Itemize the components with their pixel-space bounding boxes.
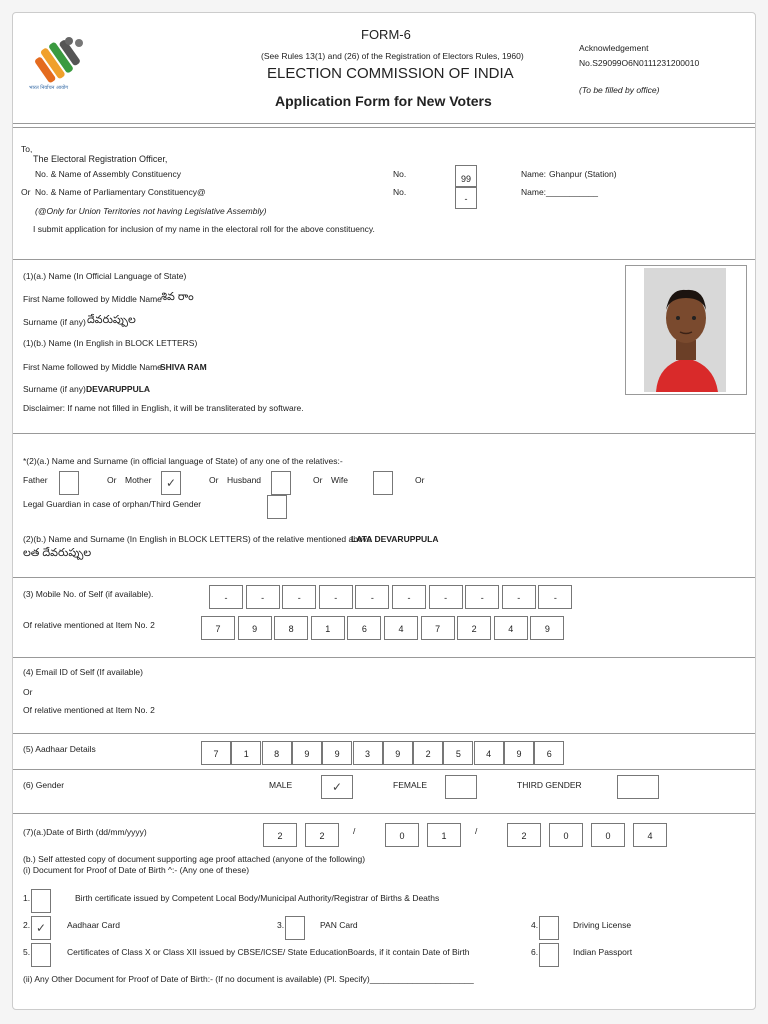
or-label: Or xyxy=(313,475,323,485)
mobile-digit-box[interactable]: 4 xyxy=(384,616,418,640)
age-proof-heading: (b.) Self attested copy of document supporting age proof attached (anyone of the following) xyxy=(23,854,366,864)
husband-checkbox[interactable] xyxy=(271,471,291,495)
male-label: MALE xyxy=(269,780,293,790)
name-local-heading: (1)(a.) Name (In Official Language of State) xyxy=(23,271,187,281)
doc-label: Birth certificate issued by Competent Local Body/Municipal Authority/Registrar of Births & Deaths xyxy=(75,893,440,903)
aadhaar-digit-box[interactable]: 1 xyxy=(231,741,261,765)
divider xyxy=(13,259,755,260)
doc-pan-checkbox[interactable] xyxy=(285,916,305,940)
email-relative-label: Of relative mentioned at Item No. 2 xyxy=(23,705,155,715)
dob-digit-box[interactable]: 2 xyxy=(305,823,339,847)
aadhaar-digit-box[interactable]: 6 xyxy=(534,741,564,765)
mobile-digit-box[interactable]: - xyxy=(465,585,499,609)
female-label: FEMALE xyxy=(393,780,428,790)
mobile-digit-box[interactable]: 4 xyxy=(494,616,528,640)
mobile-digit-box[interactable]: 7 xyxy=(421,616,455,640)
aadhaar-digit-box[interactable]: 9 xyxy=(322,741,352,765)
mobile-digit-box[interactable]: - xyxy=(429,585,463,609)
gender-label: (6) Gender xyxy=(23,780,65,790)
doc-label: Indian Passport xyxy=(573,947,633,957)
dob-digit-box[interactable]: 0 xyxy=(549,823,583,847)
commission-title: ELECTION COMMISSION OF INDIA xyxy=(267,65,514,82)
mobile-digit-box[interactable]: 2 xyxy=(457,616,491,640)
mobile-digit-box[interactable]: 1 xyxy=(311,616,345,640)
mobile-digit-box[interactable]: - xyxy=(319,585,353,609)
divider xyxy=(13,769,755,770)
aadhaar-digit-box[interactable]: 8 xyxy=(262,741,292,765)
third-gender-checkbox[interactable] xyxy=(617,775,659,799)
female-checkbox[interactable] xyxy=(445,775,477,799)
mobile-relative-label: Of relative mentioned at Item No. 2 xyxy=(23,620,155,630)
doc-label: Aadhaar Card xyxy=(67,920,120,930)
mobile-digit-box[interactable]: 7 xyxy=(201,616,235,640)
mobile-digit-box[interactable]: 6 xyxy=(347,616,381,640)
doc-birth-certificate-checkbox[interactable] xyxy=(31,889,51,913)
svg-text:भारत निर्वाचन आयोग: भारत निर्वाचन आयोग xyxy=(29,85,69,91)
divider xyxy=(13,733,755,734)
mobile-digit-box[interactable]: - xyxy=(209,585,243,609)
doc-number: 6. xyxy=(531,947,539,957)
dob-digit-box[interactable]: 0 xyxy=(385,823,419,847)
mobile-self-label: (3) Mobile No. of Self (if available). xyxy=(23,589,154,599)
dob-label: (7)(a.)Date of Birth (dd/mm/yyyy) xyxy=(23,827,147,837)
first-name-en-label: First Name followed by Middle Name xyxy=(23,362,162,372)
doc-label: Certificates of Class X or Class XII issued by CBSE/ICSE/ State EducationBoards, if it contain Date of Birth xyxy=(67,947,470,957)
or-label: Or xyxy=(209,475,219,485)
email-or: Or xyxy=(23,687,33,697)
first-name-en: SHIVA RAM xyxy=(160,362,207,372)
ac-number: 99 xyxy=(460,174,471,184)
ack-number: No.S29099O6N0111231200010 xyxy=(579,58,700,68)
ac-name-label: Name: xyxy=(521,169,547,179)
relative-name-local: లత దేవరుప్పుల xyxy=(23,547,92,559)
dob-digit-box[interactable]: 1 xyxy=(427,823,461,847)
mobile-digit-box[interactable]: - xyxy=(502,585,536,609)
relative-heading: *(2)(a.) Name and Surname (in official language of State) of any one of the relatives:- xyxy=(23,456,343,466)
relative-name-en: LATA DEVARUPPULA xyxy=(351,534,439,544)
form-page xyxy=(12,12,756,1010)
divider xyxy=(13,813,755,814)
or-label: Or xyxy=(21,187,31,197)
mother-checkbox[interactable] xyxy=(161,471,181,495)
aadhaar-digit-box[interactable]: 9 xyxy=(504,741,534,765)
office-note: (To be filled by office) xyxy=(579,85,660,95)
relative-en-heading: (2)(b.) Name and Surname (In English in BLOCK LETTERS) of the relative mentioned above xyxy=(23,534,372,544)
or-label: Or xyxy=(107,475,117,485)
male-checkbox[interactable] xyxy=(321,775,353,799)
aadhaar-digit-box[interactable]: 3 xyxy=(353,741,383,765)
dob-digit-box[interactable]: 0 xyxy=(591,823,625,847)
father-checkbox[interactable] xyxy=(59,471,79,495)
dob-digit-box[interactable]: 4 xyxy=(633,823,667,847)
doc-class-certificate-checkbox[interactable] xyxy=(31,943,51,967)
doc-label: Driving License xyxy=(573,920,632,930)
check-icon: ✓ xyxy=(35,921,47,935)
ac-name: Ghanpur (Station) xyxy=(549,169,617,179)
mobile-digit-box[interactable]: - xyxy=(282,585,316,609)
pc-label: No. & Name of Parliamentary Constituency@ xyxy=(35,187,206,197)
first-name-local-label: First Name followed by Middle Name xyxy=(23,294,162,304)
pc-number: - xyxy=(464,194,468,204)
surname-local: దేవరుప్పుల xyxy=(87,314,136,326)
surname-local-label: Surname (if any) xyxy=(23,317,86,327)
guardian-checkbox[interactable] xyxy=(267,495,287,519)
aadhaar-digit-box[interactable]: 9 xyxy=(383,741,413,765)
mobile-digit-box[interactable]: 9 xyxy=(530,616,564,640)
mobile-digit-box[interactable]: - xyxy=(538,585,572,609)
doc-aadhaar-checkbox[interactable] xyxy=(31,916,51,940)
aadhaar-digit-box[interactable]: 7 xyxy=(201,741,231,765)
dob-digit-box[interactable]: 2 xyxy=(507,823,541,847)
husband-label: Husband xyxy=(227,475,262,485)
divider xyxy=(13,657,755,658)
divider xyxy=(13,433,755,434)
dob-document-heading: (i) Document for Proof of Date of Birth ^:- (Any one of these) xyxy=(23,865,250,875)
mobile-digit-box[interactable]: - xyxy=(392,585,426,609)
doc-number: 3. xyxy=(277,920,285,930)
check-icon: ✓ xyxy=(165,476,177,490)
aadhaar-label: (5) Aadhaar Details xyxy=(23,744,96,754)
father-label: Father xyxy=(23,475,48,485)
doc-driving-license-checkbox[interactable] xyxy=(539,916,559,940)
third-gender-label: THIRD GENDER xyxy=(517,780,582,790)
divider xyxy=(13,127,755,128)
mobile-digit-box[interactable]: 8 xyxy=(274,616,308,640)
applicant-photo xyxy=(625,265,747,395)
date-separator: / xyxy=(475,826,478,836)
date-separator: / xyxy=(353,826,356,836)
other-document-field[interactable]: (ii) Any Other Document for Proof of Date of Birth:- (If no document is available) (Pl. Specify)______________________ xyxy=(23,974,474,984)
divider xyxy=(13,123,755,124)
ac-label: No. & Name of Assembly Constituency xyxy=(35,169,181,179)
eci-logo xyxy=(25,31,93,93)
aadhaar-digit-box[interactable]: 9 xyxy=(292,741,322,765)
check-icon: ✓ xyxy=(331,780,343,794)
doc-number: 1. xyxy=(23,893,31,903)
aadhaar-digit-box[interactable]: 2 xyxy=(413,741,443,765)
divider xyxy=(13,577,755,578)
dob-digit-box[interactable]: 2 xyxy=(263,823,297,847)
or-label: Or xyxy=(415,475,425,485)
mobile-digit-box[interactable]: - xyxy=(246,585,280,609)
ut-note: (@Only for Union Territories not having Legislative Assembly) xyxy=(35,206,267,216)
doc-number: 2. xyxy=(23,920,31,930)
doc-label: PAN Card xyxy=(320,920,358,930)
disclaimer: Disclaimer: If name not filled in English, it will be transliterated by software. xyxy=(23,403,304,413)
email-label: (4) Email ID of Self (If available) xyxy=(23,667,143,677)
to-label: To, xyxy=(21,144,33,154)
aadhaar-digit-box[interactable]: 5 xyxy=(443,741,473,765)
ac-no-label: No. xyxy=(393,169,407,179)
wife-checkbox[interactable] xyxy=(373,471,393,495)
ack-label: Acknowledgement xyxy=(579,43,649,53)
ac-number-box[interactable] xyxy=(455,165,477,187)
doc-passport-checkbox[interactable] xyxy=(539,943,559,967)
pc-no-label: No. xyxy=(393,187,407,197)
page-title: Application Form for New Voters xyxy=(275,93,492,109)
mother-label: Mother xyxy=(125,475,152,485)
first-name-local: శివ రాం xyxy=(161,291,194,303)
submit-statement: I submit application for inclusion of my name in the electoral roll for the above constituency. xyxy=(33,224,375,234)
aadhaar-digit-box[interactable]: 4 xyxy=(474,741,504,765)
mobile-digit-box[interactable]: 9 xyxy=(238,616,272,640)
surname-en: DEVARUPPULA xyxy=(86,384,151,394)
pc-number-box[interactable] xyxy=(455,187,477,209)
pc-name: Name:___________ xyxy=(521,187,599,197)
doc-number: 4. xyxy=(531,920,539,930)
guardian-label: Legal Guardian in case of orphan/Third Gender xyxy=(23,499,202,509)
mobile-digit-box[interactable]: - xyxy=(355,585,389,609)
rules-reference: (See Rules 13(1) and (26) of the Registration of Electors Rules, 1960) xyxy=(261,51,524,61)
officer-label: The Electoral Registration Officer, xyxy=(33,154,168,164)
wife-label: Wife xyxy=(331,475,348,485)
surname-en-label: Surname (if any) xyxy=(23,384,86,394)
doc-number: 5. xyxy=(23,947,31,957)
form-number: FORM-6 xyxy=(361,27,411,42)
name-english-heading: (1)(b.) Name (In English in BLOCK LETTERS) xyxy=(23,338,198,348)
